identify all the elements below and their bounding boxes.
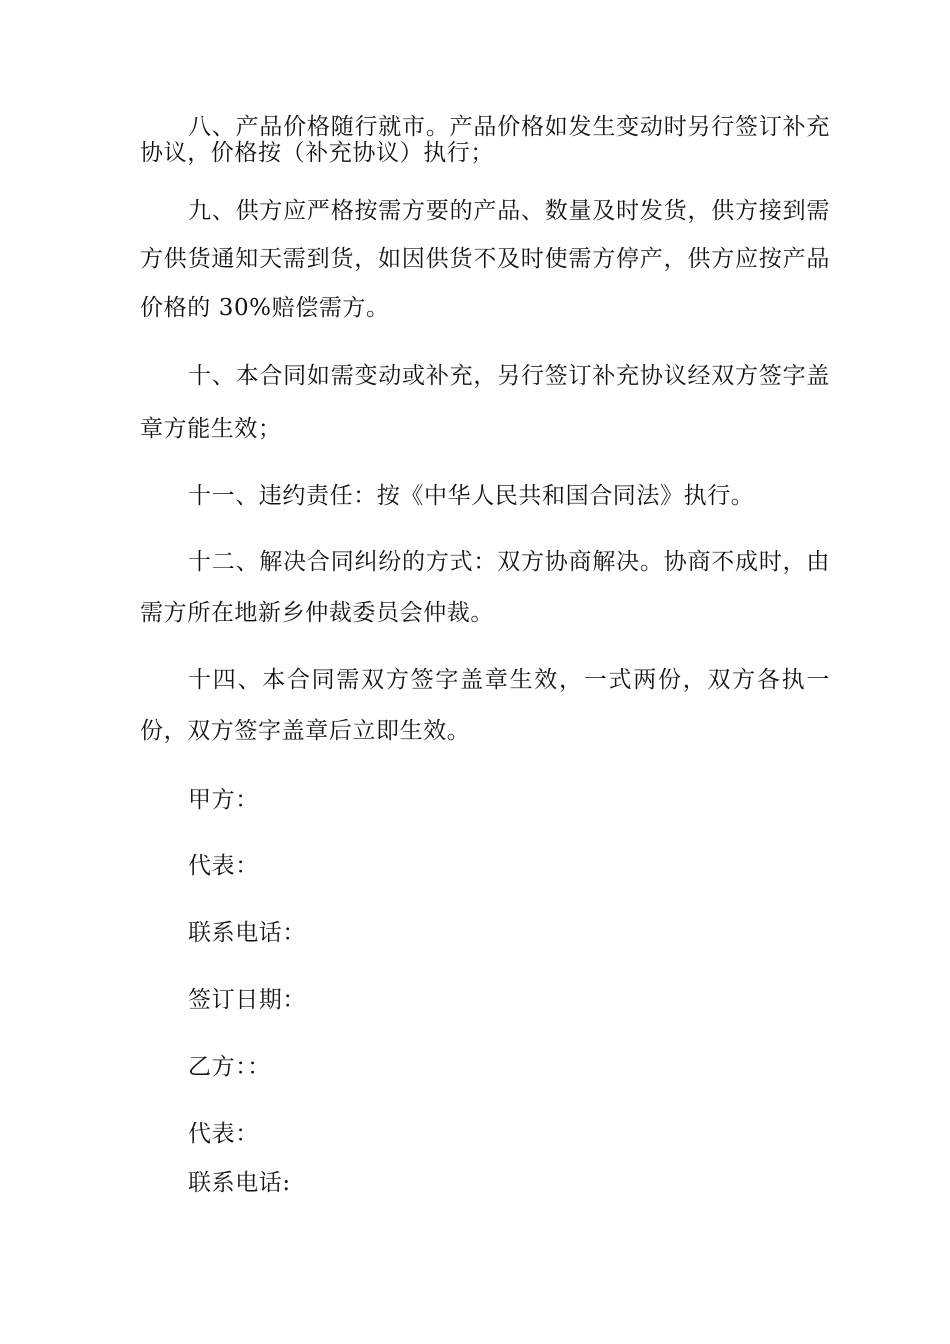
clause-12-line-2: 需方所在地新乡仲裁委员会仲裁。 [140,600,494,626]
party-a-representative-label: 代表： [188,853,259,879]
clause-9-line-1: 九、供方应严格按需方要的产品、数量及时发货，供方接到需 [188,198,830,224]
clause-14-line-1: 十四、本合同需双方签字盖章生效，一式两份，双方各执一 [188,667,830,693]
clause-14-line-2: 份，双方签字盖章后立即生效。 [140,718,471,744]
clause-8-line-2: 协议，价格按（补充协议）执行； [140,140,494,166]
clause-10-line-1: 十、本合同如需变动或补充，另行签订补充协议经双方签字盖 [188,363,830,389]
clause-10-line-2: 章方能生效； [140,416,282,442]
clause-8-line-1: 八、产品价格随行就市。产品价格如发生变动时另行签订补充 [188,114,830,140]
party-b-label: 乙方：： [188,1054,271,1080]
clause-12-line-1: 十二、解决合同纠纷的方式：双方协商解决。协商不成时，由 [188,549,830,575]
party-a-label: 甲方： [188,787,259,813]
clause-9-line-3: 价格的 30%赔偿需方。 [140,295,390,321]
clause-11-line-1: 十一、违约责任：按《中华人民共和国合同法》执行。 [188,483,755,509]
party-a-phone-label: 联系电话： [188,920,306,946]
party-b-representative-label: 代表： [188,1121,259,1147]
clause-9-line-2: 方供货通知天需到货，如因供货不及时使需方停产，供方应按产品 [140,246,830,272]
party-b-phone-label: 联系电话: [188,1170,291,1196]
sign-date-label: 签订日期： [188,987,306,1013]
